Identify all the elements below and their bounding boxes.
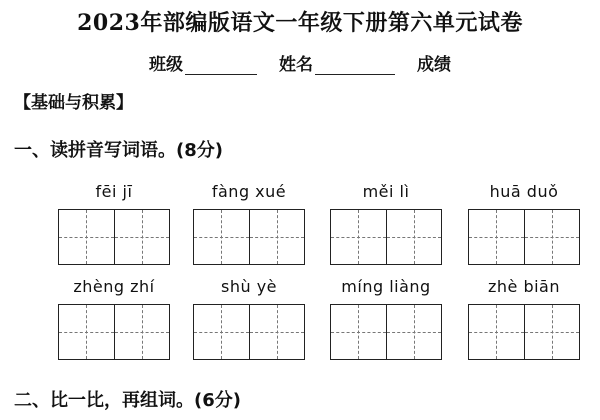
name-field: [279, 50, 395, 75]
tian-zi-ge-grid[interactable]: [330, 209, 442, 265]
name-label: 姓名: [279, 55, 313, 75]
class-blank[interactable]: [185, 56, 257, 75]
pinyin-word-item: [330, 182, 442, 265]
section-heading: 【基础与积累】: [14, 93, 133, 113]
score-label: 成绩: [417, 55, 451, 75]
writing-cell[interactable]: [331, 305, 387, 359]
pinyin-word-item: [193, 182, 305, 265]
tian-zi-ge-grid[interactable]: [468, 209, 580, 265]
pinyin-text: fēi jī: [95, 182, 133, 201]
writing-cell[interactable]: [194, 305, 250, 359]
writing-cell[interactable]: [59, 210, 115, 264]
pinyin-text: fàng xué: [211, 182, 287, 201]
writing-cell[interactable]: [387, 210, 442, 264]
question-2-title: 二、比一比，再组词。(6分): [14, 390, 241, 411]
writing-cell[interactable]: [469, 210, 525, 264]
pinyin-word-item: [193, 277, 305, 360]
writing-cell[interactable]: [115, 210, 170, 264]
writing-cell[interactable]: [525, 210, 580, 264]
tian-zi-ge-grid[interactable]: [58, 209, 170, 265]
pinyin-text: shù yè: [220, 277, 277, 296]
class-field: [149, 50, 257, 75]
writing-cell[interactable]: [250, 210, 305, 264]
writing-cell[interactable]: [525, 305, 580, 359]
tian-zi-ge-grid[interactable]: [58, 304, 170, 360]
writing-cell[interactable]: [331, 210, 387, 264]
pinyin-text: měi lì: [362, 182, 410, 201]
pinyin-word-item: [468, 182, 580, 265]
question-1-title: 一、读拼音写词语。(8分): [14, 140, 223, 161]
writing-cell[interactable]: [469, 305, 525, 359]
pinyin-text: míng liàng: [341, 277, 431, 296]
tian-zi-ge-grid[interactable]: [330, 304, 442, 360]
pinyin-word-item: [58, 277, 170, 360]
writing-cell[interactable]: [387, 305, 442, 359]
score-field: [417, 50, 451, 75]
pinyin-text: zhèng zhí: [73, 277, 155, 296]
tian-zi-ge-grid[interactable]: [468, 304, 580, 360]
tian-zi-ge-grid[interactable]: [193, 304, 305, 360]
pinyin-word-item: [468, 277, 580, 360]
writing-cell[interactable]: [115, 305, 170, 359]
writing-cell[interactable]: [194, 210, 250, 264]
pinyin-text: zhè biān: [487, 277, 560, 296]
writing-cell[interactable]: [59, 305, 115, 359]
pinyin-word-item: [58, 182, 170, 265]
exam-title: 2023年部编版语文一年级下册第六单元试卷: [77, 10, 523, 36]
class-label: 班级: [149, 55, 183, 75]
tian-zi-ge-grid[interactable]: [193, 209, 305, 265]
name-blank[interactable]: [315, 56, 395, 75]
pinyin-text: huā duǒ: [489, 182, 559, 201]
writing-cell[interactable]: [250, 305, 305, 359]
pinyin-word-item: [330, 277, 442, 360]
student-info-row: [0, 50, 600, 75]
